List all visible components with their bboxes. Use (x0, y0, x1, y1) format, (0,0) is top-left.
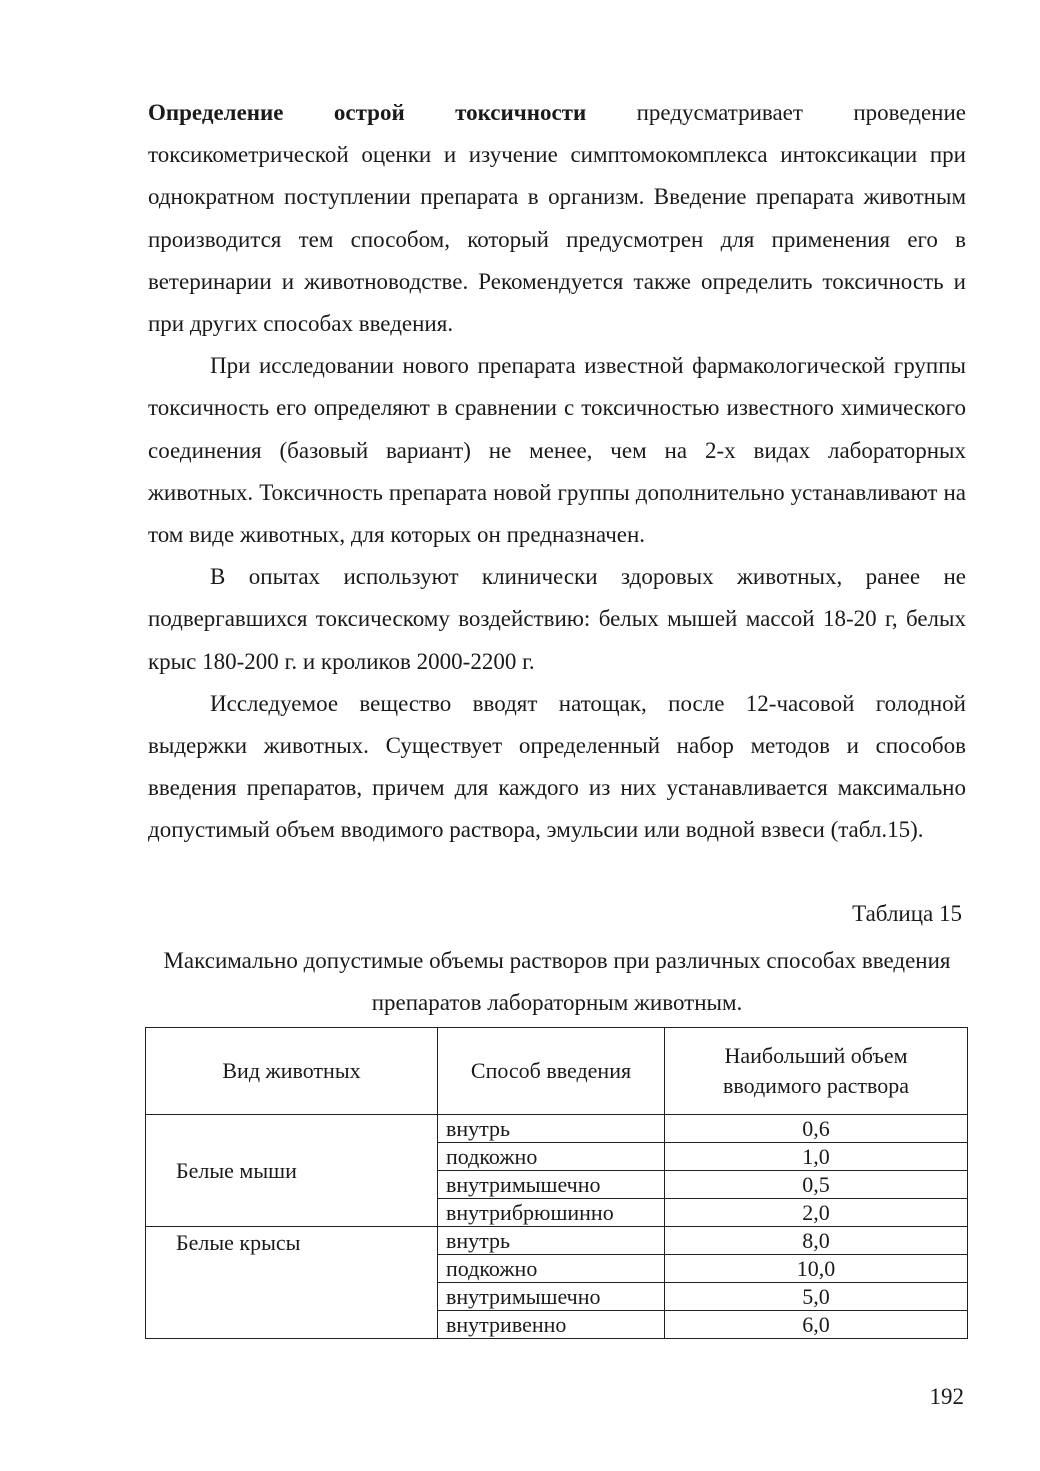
table-row (146, 1115, 968, 1143)
volumes-table (145, 1027, 968, 1339)
route-cell: внутривенно (438, 1311, 665, 1339)
volume-cell: 0,5 (665, 1171, 968, 1199)
page-number: 192 (929, 1384, 964, 1409)
body-text (148, 92, 966, 852)
paragraph-text: предусматривает проведение токсикометрической оценки и изучение симптомокомплекса интоксикации при однократном поступлении препарата в организм. Введение препарата животным производится тем способом, который предусмотрен для применения его в ветеринарии и животноводстве. Рекомендуется также определить токсичность и при других способах введения. (148, 100, 966, 337)
volume-cell: 8,0 (665, 1227, 968, 1255)
paragraph-new-drug: При исследовании нового препарата известной фармакологической группы токсичность его определяют в сравнении с токсичностью известного химического соединения (базовый вариант) не менее, чем на 2-х видах лабораторных животных. Токсичность препарата новой группы дополнительно устанавливают на том виде животных, для которых он предназначен. (148, 353, 966, 548)
header-animal: Вид животных (146, 1028, 438, 1115)
route-cell: внутрь (438, 1115, 665, 1143)
table-number: Таблица 15 (852, 901, 962, 926)
table-row (146, 1227, 968, 1255)
volume-cell: 10,0 (665, 1255, 968, 1283)
animal-cell-rats: Белые крысы (146, 1227, 438, 1339)
table-title: Максимально допустимые объемы растворов при различных способах введения препаратов лабораторным животным. (163, 948, 951, 1015)
header-volume (665, 1028, 968, 1115)
route-cell: внутрь (438, 1227, 665, 1255)
volume-cell: 5,0 (665, 1283, 968, 1311)
table-header-row (146, 1028, 968, 1115)
header-volume-text: Наибольший объем вводимого раствора (722, 1043, 909, 1098)
paragraph-animals: В опытах используют клинически здоровых животных, ранее не подвергавшихся токсическому воздействию: белых мышей массой 18-20 г, белых крыс 180-200 г. и кроликов 2000-2200 г. (148, 564, 966, 674)
animal-cell-mice: Белые мыши (146, 1115, 438, 1227)
route-cell: внутримышечно (438, 1283, 665, 1311)
volume-cell: 1,0 (665, 1143, 968, 1171)
paragraph-administration: Исследуемое вещество вводят натощак, после 12-часовой голодной выдержки животных. Существует определенный набор методов и способов введения препаратов, причем для каждого из них устанавливается максимально допустимый объем вводимого раствора, эмульсии или водной взвеси (табл.15). (148, 690, 966, 843)
route-cell: внутримышечно (438, 1171, 665, 1199)
route-cell: подкожно (438, 1143, 665, 1171)
volume-cell: 0,6 (665, 1115, 968, 1143)
header-route: Способ введения (438, 1028, 665, 1115)
volume-cell: 6,0 (665, 1311, 968, 1339)
term-acute-toxicity: Определение острой токсичности (148, 100, 587, 125)
route-cell: подкожно (438, 1255, 665, 1283)
volume-cell: 2,0 (665, 1199, 968, 1227)
route-cell: внутрибрюшинно (438, 1199, 665, 1227)
paragraph-acute-toxicity (148, 92, 966, 345)
